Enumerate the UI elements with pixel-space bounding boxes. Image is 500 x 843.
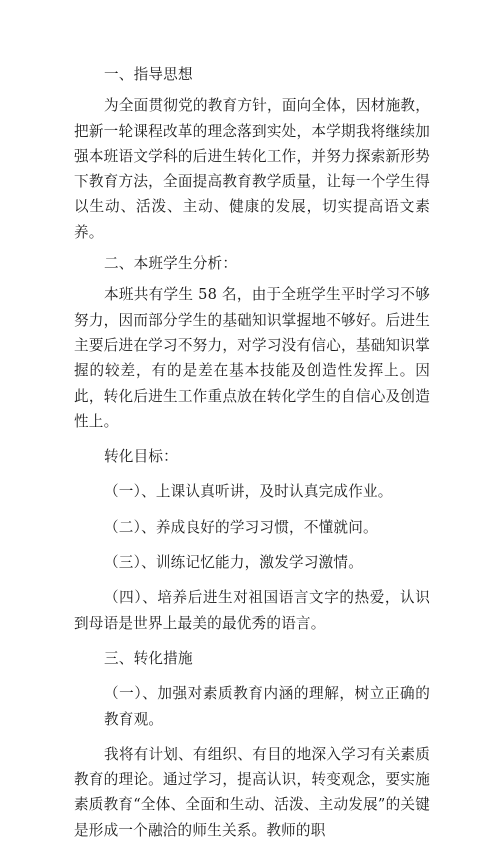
paragraph-measures: 我将有计划、有组织、有目的地深入学习有关素质教育的理论。通过学习，提高认识，转变观念，要实施素质教育“全体、全面和生动、活泼、主动发展”的关键是形成一个融洽的师生关系。教师的职 <box>74 745 430 839</box>
paragraph-student-analysis: 本班共有学生 58 名，由于全班学生平时学习不够努力，因而部分学生的基础知识掌握地不够好。后进生主要后进在学习不努力，对学习没有信心，基础知识掌握的较差，有的是差在基本技能及创造性发挥上。因此，转化后进生工作重点放在转化学生的自信心及创造性上。 <box>74 286 430 430</box>
section-heading-measures: 三、转化措施 <box>104 649 193 667</box>
section-heading-guiding-thought: 一、指导思想 <box>104 66 193 83</box>
goal-item-2: （二）、养成良好的学习习惯，不懂就问。 <box>104 518 378 536</box>
document-body <box>74 62 430 843</box>
measure-item-1: （一）、加强对素质教育内涵的理解，树立正确的教育观。 <box>104 685 430 728</box>
section-heading-student-analysis: 二、本班学生分析： <box>104 255 238 273</box>
goal-item-3: （三）、训练记忆能力，激发学习激情。 <box>104 554 363 572</box>
goal-item-1: （一）、上课认真听讲，及时认真完成作业。 <box>104 483 393 501</box>
paragraph-guiding-thought: 为全面贯彻党的教育方针，面向全体，因材施教，把新一轮课程改革的理念落到实处，本学期我将继续加强本班语文学科的后进生转化工作，并努力探索新形势下教育方法，全面提高教育教学质量，让每一个学生得以生动、活泼、主动、健康的发展，切实提高语文素养。 <box>74 97 430 241</box>
section-heading-goals: 转化目标： <box>104 448 178 466</box>
goal-item-4: （四）、培养后进生对祖国语言文字的热爱，认识到母语是世界上最美的最优秀的语言。 <box>74 589 430 632</box>
